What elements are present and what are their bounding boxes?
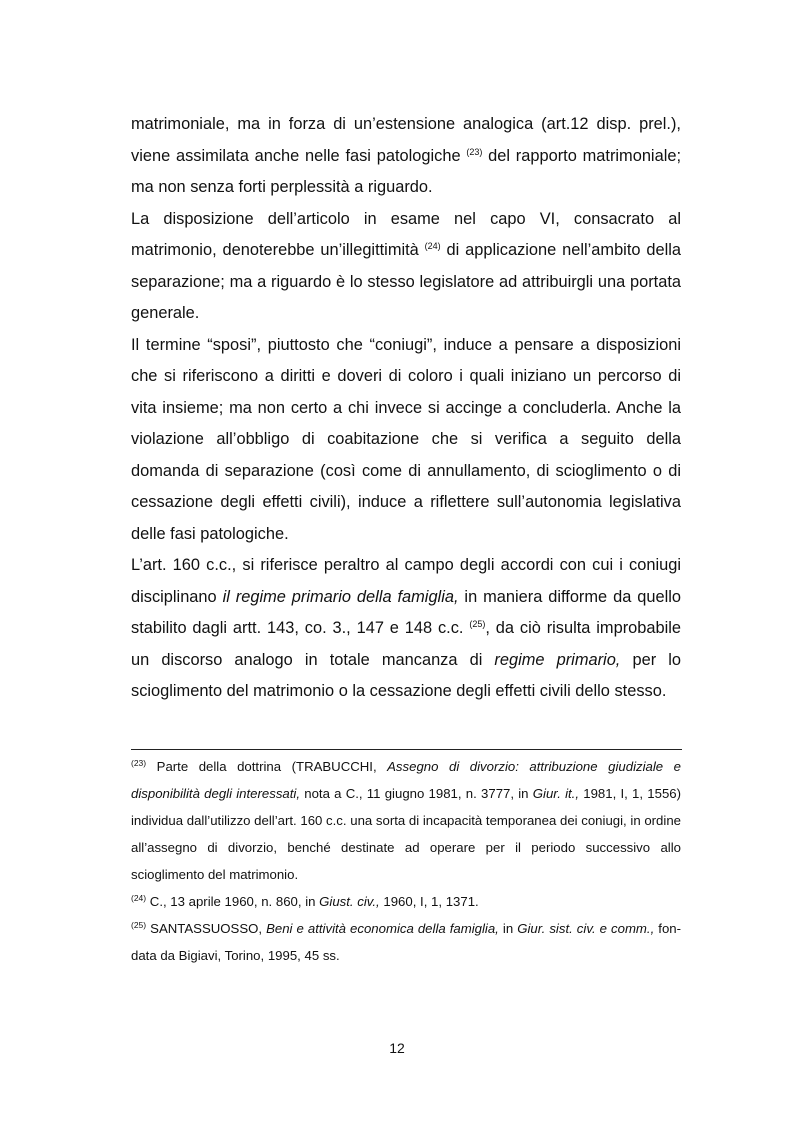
footnote-marker: (25) bbox=[469, 619, 486, 629]
text-run: nota a C., 11 giugno 1981, n. 3777, in bbox=[300, 786, 533, 801]
text-run: La disposizione dell’articolo in esame nel capo VI, consacrato al matrimonio, denoterebbe un’illegittimità bbox=[131, 209, 681, 259]
paragraph bbox=[131, 109, 681, 204]
text-run: Il termine “sposi”, piuttosto che “coniugi”, induce a pensare a disposizioni che si riferiscono a diritti e doveri di coloro i quali iniziano un percorso di vita insieme; ma non certo a chi invece si accinge a concluderla. Anche la violazione all’obbligo di coabitazione che si verifica a seguito della domanda di separazione (così come di annullamento, di scioglimento o di cessazione degli effetti civili), induce a riflettere sull’autonomia legislativa delle fasi patologiche. bbox=[131, 335, 681, 543]
italic-text: il regime primario della famiglia, bbox=[222, 587, 459, 606]
text-run: in maniera difforme da quello stabilito dagli artt. 143, co. 3., 147 e 148 c.c. bbox=[131, 587, 681, 637]
text-run: matrimoniale, ma in forza di un’estensione analogica (art.12 disp. prel.), viene assimilata anche nelle fasi patologiche bbox=[131, 115, 681, 165]
paragraph bbox=[131, 204, 681, 330]
italic-text: regime primario, bbox=[494, 650, 621, 669]
footnote-marker: (23) bbox=[466, 146, 483, 157]
footnote bbox=[131, 915, 681, 969]
text-run: in bbox=[498, 921, 518, 936]
text-run: del rapporto matrimoniale; ma non senza forti perplessità a riguardo. bbox=[131, 146, 682, 196]
text-run: , da ciò risulta improbabile un discorso analogo in totale mancanza di bbox=[131, 619, 682, 669]
text-run: per lo scioglimento del matrimonio o la cessazione degli effetti civili dello stesso. bbox=[131, 650, 681, 700]
text-run: Parte della dottrina (TRABUCCHI, bbox=[146, 759, 388, 774]
footnote-marker: (24) bbox=[131, 893, 147, 903]
paragraph bbox=[131, 550, 681, 708]
footnote-marker: (25) bbox=[131, 920, 147, 930]
italic-text: Giust. civ., bbox=[319, 894, 380, 909]
footnotes bbox=[131, 753, 681, 969]
footnote-separator bbox=[131, 749, 682, 750]
paragraph bbox=[131, 330, 681, 551]
italic-text: Giur. sist. civ. e comm., bbox=[517, 921, 655, 936]
text-run: 1981, I, 1, 1556) individua dall’utilizzo dell’art. 160 c.c. una sorta di incapacità temporanea dei coniugi, in ordine all’assegno di divorzio, benché destinate ad operare per il periodo successivo allo scioglimento del matrimonio. bbox=[131, 786, 682, 882]
italic-text: Giur. it., bbox=[532, 786, 580, 801]
footnote-marker: (24) bbox=[424, 241, 441, 251]
footnote bbox=[131, 888, 681, 915]
text-run: di applicazione nell’ambito della separazione; ma a riguardo è lo stesso legislatore ad attribuirgli una portata generale. bbox=[131, 241, 681, 322]
text-run: SANTASSUOSSO, bbox=[146, 921, 267, 936]
footnote bbox=[131, 753, 681, 888]
text-run: fon-data da Bigiavi, Torino, 1995, 45 ss. bbox=[131, 921, 682, 963]
page-number: 12 bbox=[389, 1040, 405, 1056]
footnote-marker: (23) bbox=[131, 758, 147, 768]
text-run: C., 13 aprile 1960, n. 860, in bbox=[146, 894, 320, 909]
text-run: 1960, I, 1, 1371. bbox=[379, 894, 479, 909]
italic-text: Beni e attività economica della famiglia, bbox=[266, 921, 499, 936]
text-run: L’art. 160 c.c., si riferisce peraltro al campo degli accordi con cui i coniugi disciplinano bbox=[131, 556, 681, 606]
italic-text: Assegno di divorzio: attribuzione giudiziale e disponibilità degli interessati, bbox=[131, 759, 681, 801]
body-text bbox=[131, 109, 681, 708]
